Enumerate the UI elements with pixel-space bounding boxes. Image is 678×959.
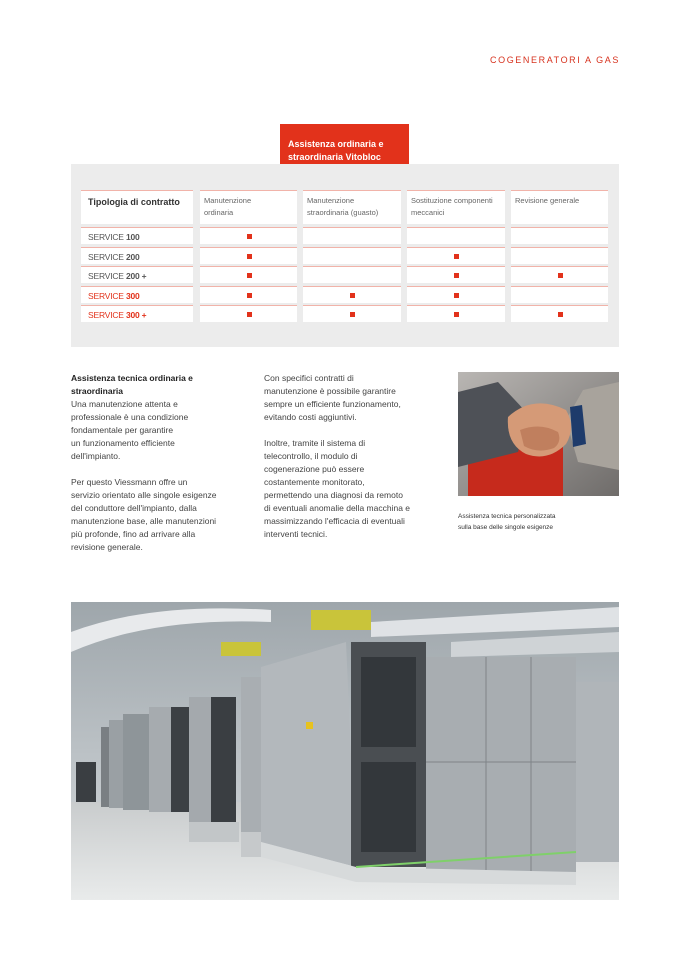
table-cell (303, 266, 401, 283)
header-col-overhaul-line1: Revisione generale (515, 196, 580, 205)
header-col-overhaul (511, 190, 608, 224)
service-level-label (81, 227, 193, 244)
handshake-photo (458, 372, 619, 496)
header-col-components-line1: Sostituzione componenti (411, 196, 493, 205)
caption-line2: sulla base delle singole esigenze (458, 524, 554, 531)
table-cell (200, 227, 297, 244)
service-level: 300 (125, 290, 140, 301)
table-cell (511, 305, 608, 322)
middle-paragraph-1: Con specifici contratti di manutenzione è possibile garantire sempre un efficiente funzionamento, evitando costi aggiuntivi. (264, 373, 401, 422)
section-heading (71, 372, 249, 398)
table-cell (407, 266, 505, 283)
included-marker-icon (247, 234, 252, 239)
plant-illustration (71, 602, 619, 900)
table-cell (407, 305, 505, 322)
included-marker-icon (247, 312, 252, 317)
service-name: SERVICE (88, 251, 124, 262)
table-row (81, 227, 609, 244)
service-level-label (81, 266, 193, 283)
table-cell (303, 305, 401, 322)
header-col-ordinary-line2: ordinaria (204, 208, 234, 217)
heading-line1: Assistenza tecnica ordinaria e (71, 373, 193, 383)
included-marker-icon (350, 312, 355, 317)
cogeneration-plant-photo (71, 602, 619, 900)
table-row (81, 247, 609, 264)
service-name: SERVICE (88, 290, 124, 301)
included-marker-icon (247, 293, 252, 298)
table-cell (200, 266, 297, 283)
table-cell (511, 286, 608, 303)
table-header-row (81, 190, 609, 224)
header-col-components (407, 190, 505, 224)
handshake-illustration (458, 372, 619, 496)
included-marker-icon (247, 254, 252, 259)
header-col-extraordinary-line1: Manutenzione (307, 196, 355, 205)
table-cell (511, 227, 608, 244)
table-cell (303, 286, 401, 303)
header-col-ordinary (200, 190, 297, 224)
left-paragraph-1: Una manutenzione attenta e professionale è una condizione fondamentale per garantire un funzionamento efficiente dell'impianto. (71, 399, 189, 461)
service-name: SERVICE (88, 310, 124, 320)
header-contract-type: Tipologia di contratto (81, 190, 193, 224)
table-cell (407, 227, 505, 244)
column-left (71, 372, 249, 567)
header-col-ordinary-line1: Manutenzione (204, 196, 252, 205)
header-col-components-line2: meccanici (411, 208, 445, 217)
table-row (81, 286, 609, 303)
service-level: 300 + (125, 310, 147, 320)
included-marker-icon (454, 254, 459, 259)
service-table-panel (71, 164, 619, 347)
table-cell (407, 286, 505, 303)
service-level-label (81, 247, 193, 264)
included-marker-icon (454, 312, 459, 317)
service-level-label (81, 286, 193, 303)
table-tag-line1: Assistenza ordinaria e (288, 139, 384, 149)
service-name: SERVICE (88, 271, 124, 281)
included-marker-icon (350, 293, 355, 298)
heading-line2: straordinaria (71, 386, 123, 396)
included-marker-icon (454, 273, 459, 278)
service-level: 200 + (125, 271, 147, 281)
service-level: 100 (125, 232, 140, 242)
table-cell (303, 247, 401, 264)
table-tag-line2: straordinaria Vitobloc (288, 152, 381, 162)
table-cell (200, 247, 297, 264)
included-marker-icon (558, 312, 563, 317)
middle-paragraph-2: Inoltre, tramite il sistema di telecontrollo, il modulo di cogenerazione può essere costantemente monitorato, permettendo una diagnosi da remoto di eventuali anomalie della macchina e massimizzando l'efficacia di eventuali interventi tecnici. (264, 438, 411, 539)
header-col-extraordinary (303, 190, 401, 224)
caption-line1: Assistenza tecnica personalizzata (458, 513, 556, 520)
photo-caption (458, 511, 556, 533)
table-row (81, 266, 609, 283)
service-name: SERVICE (88, 232, 124, 242)
table-cell (511, 247, 608, 264)
section-header: COGENERATORI A GAS (490, 55, 620, 65)
service-level: 200 (125, 251, 140, 262)
service-level-label (81, 305, 193, 322)
included-marker-icon (558, 273, 563, 278)
table-cell (407, 247, 505, 264)
table-cell (511, 266, 608, 283)
column-middle (264, 372, 444, 554)
header-col-extraordinary-line2: straordinaria (guasto) (307, 208, 379, 217)
table-cell (200, 305, 297, 322)
table-cell (303, 227, 401, 244)
table-row (81, 305, 609, 322)
table-cell (200, 286, 297, 303)
left-paragraph-2: Per questo Viessmann offre un servizio orientato alle singole esigenze del conduttore dell'impianto, dalla manutenzione base, alle manutenzioni più profonde, fino ad arrivare alla revisione generale. (71, 477, 217, 552)
included-marker-icon (454, 293, 459, 298)
included-marker-icon (247, 273, 252, 278)
